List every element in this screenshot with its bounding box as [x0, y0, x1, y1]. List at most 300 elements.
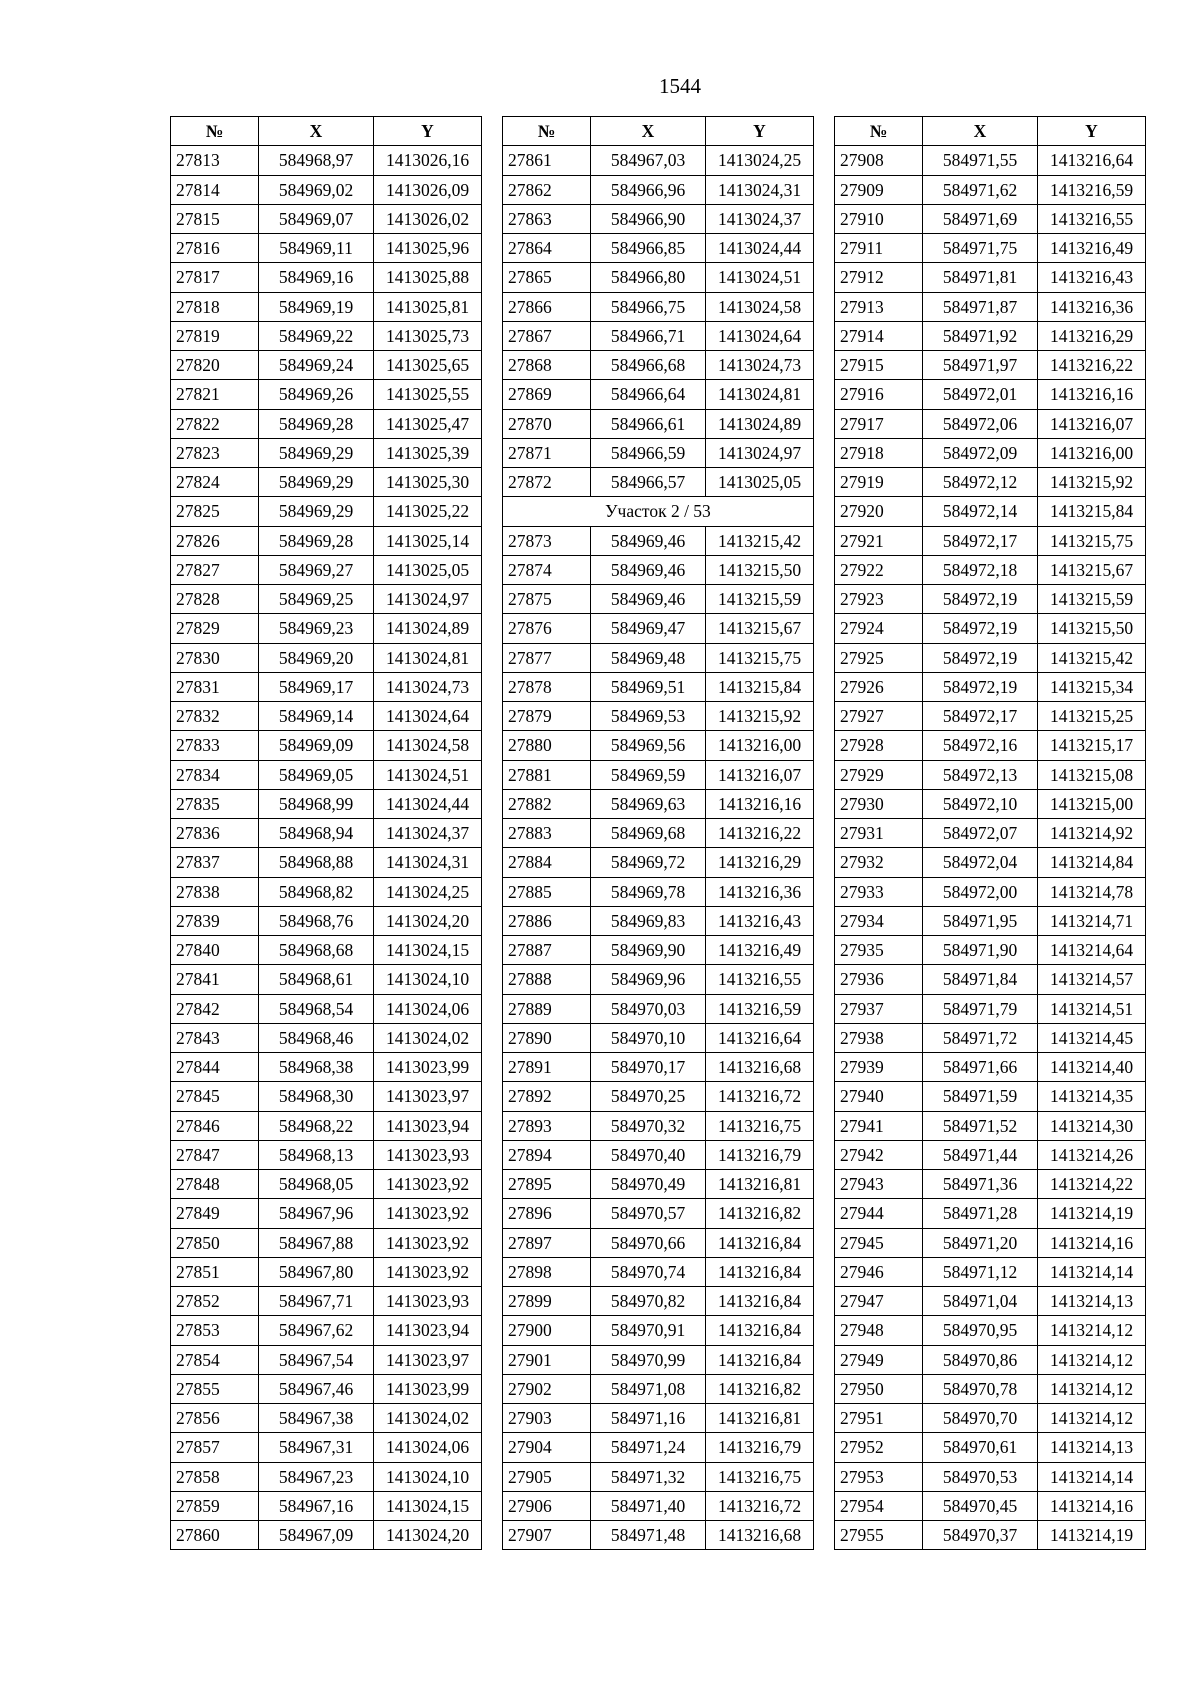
y-coordinate-cell: 1413214,14 — [1038, 1462, 1146, 1491]
x-coordinate-cell: 584969,20 — [259, 643, 374, 672]
x-coordinate-cell: 584969,02 — [259, 175, 374, 204]
table-row — [171, 1257, 482, 1286]
x-coordinate-cell: 584966,68 — [591, 351, 706, 380]
table-row — [171, 175, 482, 204]
y-coordinate-cell: 1413214,12 — [1038, 1316, 1146, 1345]
y-coordinate-cell: 1413215,67 — [706, 614, 814, 643]
x-coordinate-cell: 584969,51 — [591, 672, 706, 701]
y-coordinate-cell: 1413214,19 — [1038, 1199, 1146, 1228]
point-number-cell: 27851 — [171, 1257, 259, 1286]
x-coordinate-cell: 584966,57 — [591, 468, 706, 497]
header-y: Y — [374, 117, 482, 146]
point-number-cell: 27841 — [171, 965, 259, 994]
header-x: X — [259, 117, 374, 146]
header-x: X — [591, 117, 706, 146]
x-coordinate-cell: 584971,48 — [591, 1521, 706, 1550]
table-row — [171, 1374, 482, 1403]
x-coordinate-cell: 584968,88 — [259, 848, 374, 877]
point-number-cell: 27896 — [503, 1199, 591, 1228]
table-row — [171, 614, 482, 643]
y-coordinate-cell: 1413025,96 — [374, 234, 482, 263]
table-row — [171, 789, 482, 818]
table-row — [171, 526, 482, 555]
x-coordinate-cell: 584971,90 — [923, 936, 1038, 965]
x-coordinate-cell: 584971,12 — [923, 1257, 1038, 1286]
y-coordinate-cell: 1413216,22 — [1038, 351, 1146, 380]
y-coordinate-cell: 1413216,81 — [706, 1404, 814, 1433]
table-row — [835, 789, 1146, 818]
table-row — [835, 819, 1146, 848]
y-coordinate-cell: 1413024,97 — [706, 438, 814, 467]
x-coordinate-cell: 584970,74 — [591, 1257, 706, 1286]
y-coordinate-cell: 1413214,84 — [1038, 848, 1146, 877]
x-coordinate-cell: 584968,82 — [259, 877, 374, 906]
x-coordinate-cell: 584969,29 — [259, 468, 374, 497]
x-coordinate-cell: 584970,61 — [923, 1433, 1038, 1462]
point-number-cell: 27829 — [171, 614, 259, 643]
y-coordinate-cell: 1413215,59 — [1038, 585, 1146, 614]
table-row — [503, 672, 814, 701]
table-row — [835, 1082, 1146, 1111]
table-row — [835, 438, 1146, 467]
x-coordinate-cell: 584970,53 — [923, 1462, 1038, 1491]
point-number-cell: 27854 — [171, 1345, 259, 1374]
y-coordinate-cell: 1413216,59 — [706, 994, 814, 1023]
y-coordinate-cell: 1413216,68 — [706, 1053, 814, 1082]
point-number-cell: 27951 — [835, 1404, 923, 1433]
x-coordinate-cell: 584971,36 — [923, 1170, 1038, 1199]
x-coordinate-cell: 584972,07 — [923, 819, 1038, 848]
x-coordinate-cell: 584970,17 — [591, 1053, 706, 1082]
point-number-cell: 27943 — [835, 1170, 923, 1199]
point-number-cell: 27864 — [503, 234, 591, 263]
y-coordinate-cell: 1413215,42 — [706, 526, 814, 555]
point-number-cell: 27865 — [503, 263, 591, 292]
point-number-cell: 27832 — [171, 702, 259, 731]
x-coordinate-cell: 584972,19 — [923, 614, 1038, 643]
y-coordinate-cell: 1413214,51 — [1038, 994, 1146, 1023]
x-coordinate-cell: 584969,26 — [259, 380, 374, 409]
point-number-cell: 27945 — [835, 1228, 923, 1257]
y-coordinate-cell: 1413025,22 — [374, 497, 482, 526]
y-coordinate-cell: 1413023,97 — [374, 1082, 482, 1111]
x-coordinate-cell: 584971,52 — [923, 1111, 1038, 1140]
table-row — [835, 1140, 1146, 1169]
table-row — [171, 1023, 482, 1052]
x-coordinate-cell: 584969,59 — [591, 760, 706, 789]
x-coordinate-cell: 584970,99 — [591, 1345, 706, 1374]
y-coordinate-cell: 1413026,16 — [374, 146, 482, 175]
x-coordinate-cell: 584967,88 — [259, 1228, 374, 1257]
x-coordinate-cell: 584972,06 — [923, 409, 1038, 438]
y-coordinate-cell: 1413214,12 — [1038, 1345, 1146, 1374]
y-coordinate-cell: 1413215,92 — [1038, 468, 1146, 497]
point-number-cell: 27869 — [503, 380, 591, 409]
y-coordinate-cell: 1413024,06 — [374, 994, 482, 1023]
point-number-cell: 27876 — [503, 614, 591, 643]
y-coordinate-cell: 1413024,64 — [706, 321, 814, 350]
y-coordinate-cell: 1413024,89 — [706, 409, 814, 438]
x-coordinate-cell: 584972,04 — [923, 848, 1038, 877]
table-row — [835, 848, 1146, 877]
table-row — [503, 204, 814, 233]
x-coordinate-cell: 584971,32 — [591, 1462, 706, 1491]
table-row — [171, 877, 482, 906]
x-coordinate-cell: 584970,25 — [591, 1082, 706, 1111]
table-row — [835, 175, 1146, 204]
table-row — [171, 585, 482, 614]
point-number-cell: 27887 — [503, 936, 591, 965]
point-number-cell: 27822 — [171, 409, 259, 438]
section-row — [503, 497, 814, 526]
point-number-cell: 27816 — [171, 234, 259, 263]
table-row — [503, 292, 814, 321]
table-row — [171, 760, 482, 789]
point-number-cell: 27955 — [835, 1521, 923, 1550]
y-coordinate-cell: 1413024,37 — [374, 819, 482, 848]
table-row — [835, 263, 1146, 292]
y-coordinate-cell: 1413025,81 — [374, 292, 482, 321]
x-coordinate-cell: 584971,40 — [591, 1491, 706, 1520]
y-coordinate-cell: 1413216,29 — [1038, 321, 1146, 350]
table-row — [835, 526, 1146, 555]
point-number-cell: 27895 — [503, 1170, 591, 1199]
point-number-cell: 27884 — [503, 848, 591, 877]
y-coordinate-cell: 1413214,12 — [1038, 1374, 1146, 1403]
y-coordinate-cell: 1413025,05 — [374, 555, 482, 584]
point-number-cell: 27917 — [835, 409, 923, 438]
point-number-cell: 27824 — [171, 468, 259, 497]
point-number-cell: 27912 — [835, 263, 923, 292]
x-coordinate-cell: 584967,03 — [591, 146, 706, 175]
table-row — [835, 1433, 1146, 1462]
x-coordinate-cell: 584970,37 — [923, 1521, 1038, 1550]
x-coordinate-cell: 584967,09 — [259, 1521, 374, 1550]
y-coordinate-cell: 1413216,64 — [1038, 146, 1146, 175]
table-row — [503, 965, 814, 994]
table-row — [835, 585, 1146, 614]
table-row — [171, 906, 482, 935]
x-coordinate-cell: 584967,80 — [259, 1257, 374, 1286]
y-coordinate-cell: 1413216,49 — [706, 936, 814, 965]
y-coordinate-cell: 1413024,20 — [374, 906, 482, 935]
point-number-cell: 27826 — [171, 526, 259, 555]
x-coordinate-cell: 584971,04 — [923, 1287, 1038, 1316]
y-coordinate-cell: 1413023,93 — [374, 1287, 482, 1316]
table-row — [503, 1404, 814, 1433]
point-number-cell: 27835 — [171, 789, 259, 818]
y-coordinate-cell: 1413026,09 — [374, 175, 482, 204]
y-coordinate-cell: 1413214,13 — [1038, 1433, 1146, 1462]
y-coordinate-cell: 1413216,84 — [706, 1257, 814, 1286]
y-coordinate-cell: 1413215,42 — [1038, 643, 1146, 672]
y-coordinate-cell: 1413215,34 — [1038, 672, 1146, 701]
x-coordinate-cell: 584969,28 — [259, 526, 374, 555]
table-row — [503, 1053, 814, 1082]
x-coordinate-cell: 584969,53 — [591, 702, 706, 731]
y-coordinate-cell: 1413025,14 — [374, 526, 482, 555]
point-number-cell: 27859 — [171, 1491, 259, 1520]
point-number-cell: 27892 — [503, 1082, 591, 1111]
y-coordinate-cell: 1413024,02 — [374, 1404, 482, 1433]
point-number-cell: 27856 — [171, 1404, 259, 1433]
y-coordinate-cell: 1413025,88 — [374, 263, 482, 292]
y-coordinate-cell: 1413216,82 — [706, 1199, 814, 1228]
point-number-cell: 27911 — [835, 234, 923, 263]
table-row — [835, 936, 1146, 965]
y-coordinate-cell: 1413214,14 — [1038, 1257, 1146, 1286]
y-coordinate-cell: 1413216,79 — [706, 1140, 814, 1169]
y-coordinate-cell: 1413023,97 — [374, 1345, 482, 1374]
table-row — [171, 643, 482, 672]
table-row — [835, 146, 1146, 175]
point-number-cell: 27941 — [835, 1111, 923, 1140]
point-number-cell: 27922 — [835, 555, 923, 584]
x-coordinate-cell: 584972,12 — [923, 468, 1038, 497]
x-coordinate-cell: 584969,27 — [259, 555, 374, 584]
x-coordinate-cell: 584969,46 — [591, 555, 706, 584]
y-coordinate-cell: 1413025,47 — [374, 409, 482, 438]
point-number-cell: 27904 — [503, 1433, 591, 1462]
x-coordinate-cell: 584970,40 — [591, 1140, 706, 1169]
point-number-cell: 27847 — [171, 1140, 259, 1169]
point-number-cell: 27938 — [835, 1023, 923, 1052]
x-coordinate-cell: 584971,24 — [591, 1433, 706, 1462]
y-coordinate-cell: 1413216,36 — [706, 877, 814, 906]
table-row — [835, 1491, 1146, 1520]
point-number-cell: 27930 — [835, 789, 923, 818]
point-number-cell: 27850 — [171, 1228, 259, 1257]
table-row — [171, 1228, 482, 1257]
x-coordinate-cell: 584971,08 — [591, 1374, 706, 1403]
table-row — [171, 1199, 482, 1228]
table-row — [503, 1257, 814, 1286]
x-coordinate-cell: 584972,10 — [923, 789, 1038, 818]
table-row — [171, 351, 482, 380]
y-coordinate-cell: 1413216,84 — [706, 1287, 814, 1316]
y-coordinate-cell: 1413023,99 — [374, 1374, 482, 1403]
point-number-cell: 27899 — [503, 1287, 591, 1316]
table-row — [171, 438, 482, 467]
point-number-cell: 27906 — [503, 1491, 591, 1520]
y-coordinate-cell: 1413214,35 — [1038, 1082, 1146, 1111]
table-row — [835, 497, 1146, 526]
table-row — [171, 204, 482, 233]
x-coordinate-cell: 584970,66 — [591, 1228, 706, 1257]
y-coordinate-cell: 1413024,31 — [706, 175, 814, 204]
x-coordinate-cell: 584968,94 — [259, 819, 374, 848]
x-coordinate-cell: 584972,17 — [923, 526, 1038, 555]
header-y: Y — [706, 117, 814, 146]
table-row — [835, 672, 1146, 701]
table-row — [835, 1521, 1146, 1550]
table-row — [503, 877, 814, 906]
x-coordinate-cell: 584971,55 — [923, 146, 1038, 175]
y-coordinate-cell: 1413024,73 — [706, 351, 814, 380]
x-coordinate-cell: 584970,91 — [591, 1316, 706, 1345]
table-row — [171, 1462, 482, 1491]
table-row — [171, 1316, 482, 1345]
y-coordinate-cell: 1413215,75 — [706, 643, 814, 672]
point-number-cell: 27874 — [503, 555, 591, 584]
x-coordinate-cell: 584969,29 — [259, 497, 374, 526]
table-row — [503, 1521, 814, 1550]
point-number-cell: 27860 — [171, 1521, 259, 1550]
x-coordinate-cell: 584969,09 — [259, 731, 374, 760]
x-coordinate-cell: 584971,84 — [923, 965, 1038, 994]
y-coordinate-cell: 1413216,07 — [1038, 409, 1146, 438]
y-coordinate-cell: 1413216,81 — [706, 1170, 814, 1199]
x-coordinate-cell: 584970,10 — [591, 1023, 706, 1052]
y-coordinate-cell: 1413216,84 — [706, 1345, 814, 1374]
table-row — [171, 380, 482, 409]
table-row — [835, 468, 1146, 497]
table-row — [503, 614, 814, 643]
x-coordinate-cell: 584971,62 — [923, 175, 1038, 204]
y-coordinate-cell: 1413024,64 — [374, 702, 482, 731]
point-number-cell: 27909 — [835, 175, 923, 204]
x-coordinate-cell: 584967,31 — [259, 1433, 374, 1462]
point-number-cell: 27872 — [503, 468, 591, 497]
point-number-cell: 27861 — [503, 146, 591, 175]
table-row — [835, 1404, 1146, 1433]
y-coordinate-cell: 1413216,84 — [706, 1316, 814, 1345]
y-coordinate-cell: 1413024,25 — [706, 146, 814, 175]
point-number-cell: 27890 — [503, 1023, 591, 1052]
y-coordinate-cell: 1413214,78 — [1038, 877, 1146, 906]
table-row — [835, 351, 1146, 380]
table-row — [171, 702, 482, 731]
x-coordinate-cell: 584968,38 — [259, 1053, 374, 1082]
table-row — [835, 1287, 1146, 1316]
y-coordinate-cell: 1413024,02 — [374, 1023, 482, 1052]
table-row — [835, 994, 1146, 1023]
point-number-cell: 27926 — [835, 672, 923, 701]
y-coordinate-cell: 1413023,92 — [374, 1170, 482, 1199]
point-number-cell: 27913 — [835, 292, 923, 321]
header-number: № — [835, 117, 923, 146]
y-coordinate-cell: 1413216,29 — [706, 848, 814, 877]
point-number-cell: 27910 — [835, 204, 923, 233]
y-coordinate-cell: 1413215,08 — [1038, 760, 1146, 789]
point-number-cell: 27882 — [503, 789, 591, 818]
table-row — [503, 848, 814, 877]
x-coordinate-cell: 584971,79 — [923, 994, 1038, 1023]
x-coordinate-cell: 584971,16 — [591, 1404, 706, 1433]
table-row — [835, 409, 1146, 438]
table-row — [835, 1228, 1146, 1257]
x-coordinate-cell: 584969,29 — [259, 438, 374, 467]
y-coordinate-cell: 1413215,67 — [1038, 555, 1146, 584]
y-coordinate-cell: 1413215,25 — [1038, 702, 1146, 731]
x-coordinate-cell: 584969,46 — [591, 526, 706, 555]
point-number-cell: 27948 — [835, 1316, 923, 1345]
point-number-cell: 27877 — [503, 643, 591, 672]
point-number-cell: 27881 — [503, 760, 591, 789]
point-number-cell: 27900 — [503, 1316, 591, 1345]
point-number-cell: 27889 — [503, 994, 591, 1023]
point-number-cell: 27831 — [171, 672, 259, 701]
y-coordinate-cell: 1413216,16 — [1038, 380, 1146, 409]
y-coordinate-cell: 1413024,81 — [706, 380, 814, 409]
x-coordinate-cell: 584968,30 — [259, 1082, 374, 1111]
table-row — [503, 1462, 814, 1491]
y-coordinate-cell: 1413216,16 — [706, 789, 814, 818]
point-number-cell: 27870 — [503, 409, 591, 438]
y-coordinate-cell: 1413216,72 — [706, 1082, 814, 1111]
point-number-cell: 27952 — [835, 1433, 923, 1462]
x-coordinate-cell: 584966,61 — [591, 409, 706, 438]
point-number-cell: 27844 — [171, 1053, 259, 1082]
point-number-cell: 27834 — [171, 760, 259, 789]
point-number-cell: 27827 — [171, 555, 259, 584]
point-number-cell: 27863 — [503, 204, 591, 233]
y-coordinate-cell: 1413023,94 — [374, 1111, 482, 1140]
y-coordinate-cell: 1413023,92 — [374, 1257, 482, 1286]
point-number-cell: 27885 — [503, 877, 591, 906]
table-row — [835, 643, 1146, 672]
x-coordinate-cell: 584967,38 — [259, 1404, 374, 1433]
x-coordinate-cell: 584969,72 — [591, 848, 706, 877]
y-coordinate-cell: 1413215,59 — [706, 585, 814, 614]
y-coordinate-cell: 1413216,36 — [1038, 292, 1146, 321]
table-row — [171, 1140, 482, 1169]
y-coordinate-cell: 1413023,93 — [374, 1140, 482, 1169]
table-row — [503, 438, 814, 467]
point-number-cell: 27928 — [835, 731, 923, 760]
table-header-row — [171, 117, 482, 146]
x-coordinate-cell: 584971,81 — [923, 263, 1038, 292]
x-coordinate-cell: 584972,01 — [923, 380, 1038, 409]
table-row — [171, 497, 482, 526]
x-coordinate-cell: 584969,47 — [591, 614, 706, 643]
x-coordinate-cell: 584969,14 — [259, 702, 374, 731]
table-header-row — [503, 117, 814, 146]
point-number-cell: 27901 — [503, 1345, 591, 1374]
x-coordinate-cell: 584970,78 — [923, 1374, 1038, 1403]
table-row — [835, 1199, 1146, 1228]
y-coordinate-cell: 1413216,00 — [1038, 438, 1146, 467]
point-number-cell: 27833 — [171, 731, 259, 760]
y-coordinate-cell: 1413215,50 — [706, 555, 814, 584]
x-coordinate-cell: 584971,97 — [923, 351, 1038, 380]
table-row — [171, 1111, 482, 1140]
y-coordinate-cell: 1413216,64 — [706, 1023, 814, 1052]
x-coordinate-cell: 584970,49 — [591, 1170, 706, 1199]
point-number-cell: 27920 — [835, 497, 923, 526]
y-coordinate-cell: 1413025,65 — [374, 351, 482, 380]
y-coordinate-cell: 1413216,82 — [706, 1374, 814, 1403]
x-coordinate-cell: 584968,22 — [259, 1111, 374, 1140]
y-coordinate-cell: 1413026,02 — [374, 204, 482, 233]
x-coordinate-cell: 584971,69 — [923, 204, 1038, 233]
y-coordinate-cell: 1413214,71 — [1038, 906, 1146, 935]
y-coordinate-cell: 1413214,16 — [1038, 1228, 1146, 1257]
point-number-cell: 27925 — [835, 643, 923, 672]
table-row — [835, 292, 1146, 321]
x-coordinate-cell: 584968,97 — [259, 146, 374, 175]
table-row — [835, 380, 1146, 409]
y-coordinate-cell: 1413023,92 — [374, 1228, 482, 1257]
point-number-cell: 27935 — [835, 936, 923, 965]
table-row — [835, 1316, 1146, 1345]
point-number-cell: 27852 — [171, 1287, 259, 1316]
table-row — [171, 468, 482, 497]
table-row — [503, 468, 814, 497]
table-row — [171, 819, 482, 848]
table-row — [171, 321, 482, 350]
y-coordinate-cell: 1413024,20 — [374, 1521, 482, 1550]
